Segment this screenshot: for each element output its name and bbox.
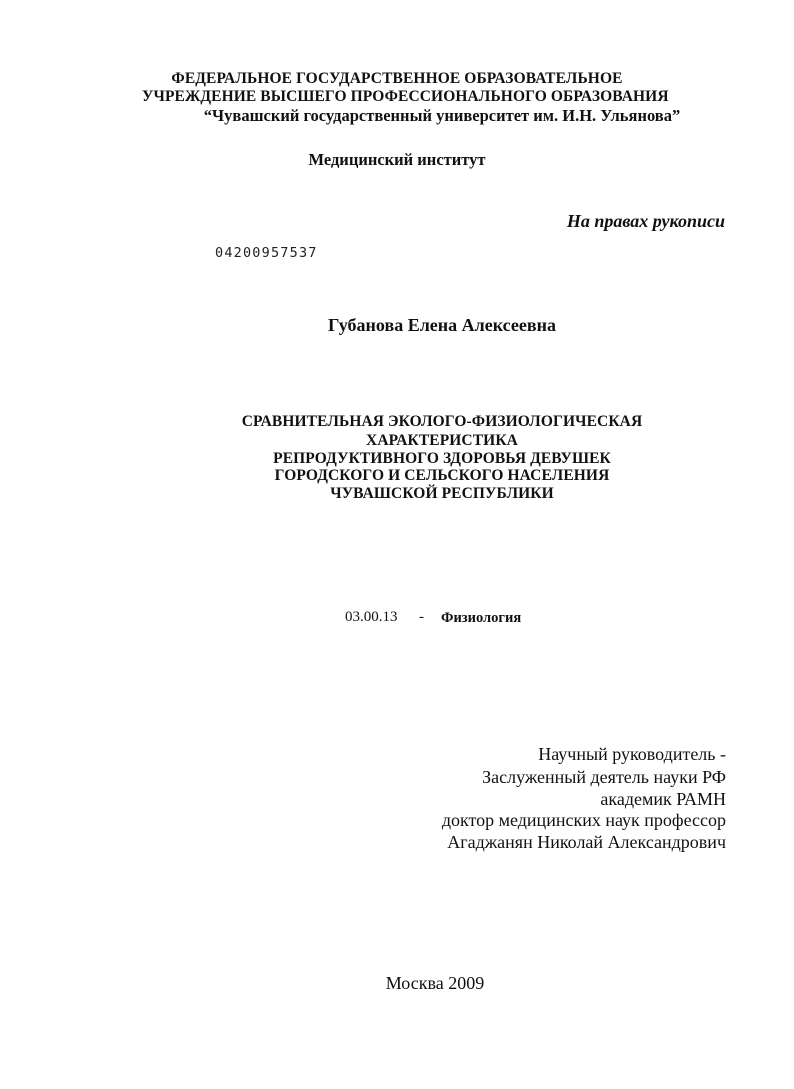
specialty-name: Физиология	[441, 610, 522, 626]
specialty-code: 03.00.13	[345, 609, 398, 625]
author-name: Губанова Елена Алексеевна	[328, 315, 556, 335]
specialty-dash: -	[419, 609, 424, 625]
university-name: “Чувашский государственный университет им. И.Н. Ульянова”	[203, 106, 681, 125]
supervisor-line-2: Заслуженный деятель науки РФ	[482, 767, 726, 787]
title-line-5: ЧУВАШСКОЙ РЕСПУБЛИКИ	[330, 485, 554, 502]
manuscript-note: На правах рукописи	[566, 211, 725, 231]
title-line-3: РЕПРОДУКТИВНОГО ЗДОРОВЬЯ ДЕВУШЕК	[273, 450, 611, 467]
supervisor-line-1: Научный руководитель -	[538, 744, 726, 764]
institute-name: Медицинский институт	[308, 150, 486, 169]
title-line-1: СРАВНИТЕЛЬНАЯ ЭКОЛОГО-ФИЗИОЛОГИЧЕСКАЯ	[241, 413, 643, 430]
title-line-2: ХАРАКТЕРИСТИКА	[366, 432, 518, 449]
title-line-4: ГОРОДСКОГО И СЕЛЬСКОГО НАСЕЛЕНИЯ	[274, 467, 610, 484]
stamp-number: 04200957537	[215, 245, 318, 261]
footer-place-year: Москва 2009	[385, 973, 485, 993]
header-line-2: УЧРЕЖДЕНИЕ ВЫСШЕГО ПРОФЕССИОНАЛЬНОГО ОБРАЗОВАНИЯ	[142, 88, 669, 105]
supervisor-line-5: Агаджанян Николай Александрович	[447, 832, 726, 852]
supervisor-line-4: доктор медицинских наук профессор	[441, 810, 726, 830]
supervisor-line-3: академик РАМН	[600, 789, 726, 809]
header-line-1: ФЕДЕРАЛЬНОЕ ГОСУДАРСТВЕННОЕ ОБРАЗОВАТЕЛЬНОЕ	[171, 70, 623, 87]
